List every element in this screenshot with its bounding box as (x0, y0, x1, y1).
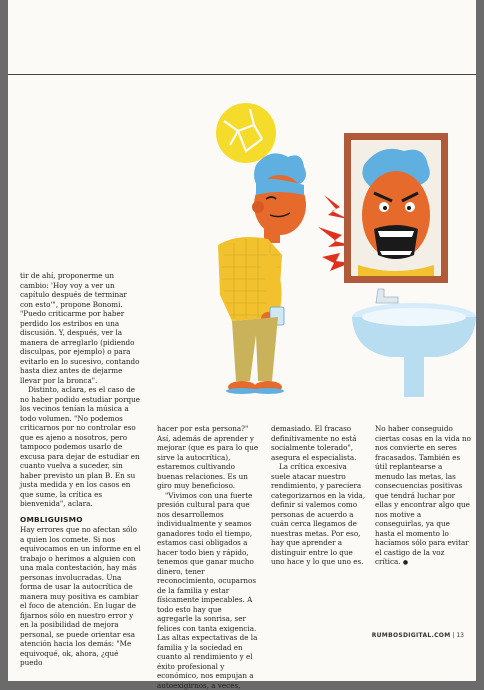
top-rule (8, 74, 476, 75)
text-column-1 (20, 271, 142, 668)
footer-separator: | (452, 632, 454, 639)
section-subhead: OMBLIGUISMO (20, 515, 142, 525)
broken-lightbulb-icon (216, 103, 276, 163)
page-number: 13 (456, 632, 464, 639)
mirror (344, 133, 448, 283)
text-column-3 (271, 424, 471, 634)
paragraph: hacer por esta persona?" Así, además de aprender y mejorar (que es para lo que sirve la autocrítica), estaremos cultivando buenas relaciones. Es un giro muy beneficioso. (157, 424, 259, 491)
paragraph: Hay errores que no afectan sólo a quien los comete. Si nos equivocamos en un informe en el trabajo o herimos a alguien con una mala contestación, hay más personas involucradas. Una forma de usar la autocrítica de manera muy positiva es cambiar el foco de atención. En lugar de fijarnos sólo en nuestro error y en la posibilidad de mejora personal, se puede orientar esa atención hacia los demás: "Me equivoqué, ok, ahora, ¿qué puedo (20, 525, 142, 668)
paragraph-text: La crítica excesiva suele atacar nuestro rendimiento, y pareciera categorizarnos en la vida, definir si valemos como personas de acuerdo a cuán cerca llegamos de nuestras metas. Por eso, hay que aprender a distinguir entre lo que uno hace y lo que uno es. No haber conseguido ciertas cosas en la vida no nos convierte en seres fracasados. También es útil replantearse a menudo las metas, las consecuencias positivas que tendrá luchar por ellas y encontrar algo que nos motive a conseguirlas, ya que hasta el momento lo hacíamos sólo para evitar el castigo de la voz crítica. (271, 424, 471, 566)
sink (352, 289, 476, 397)
page-footer (372, 632, 464, 639)
paragraph: Distinto, aclara, es el caso de no haber podido estudiar porque los vecinos tenían la música a todo volumen. "No podemos criticarnos por no controlar eso que es ajeno a nosotros, pero tampoco podemos usarlo de excusa para dejar de estudiar en cuanto vuelva a suceder, sin haber previsto un plan B. En su justa medida y en los casos en que sume, la crítica es bienvenida", aclara. (20, 385, 142, 509)
paragraph: demasiado. El fracaso definitivamente no está socialmente tolerado", asegura el especialista. (271, 424, 367, 462)
illustration (158, 95, 476, 425)
footer-site: RUMBOSDIGITAL.COM (372, 632, 451, 639)
man-figure (218, 153, 306, 394)
magazine-page (8, 0, 476, 681)
paragraph: "Vivimos con una fuerte presión cultural para que nos desarrollemos individualmente y seamos ganadores todo el tiempo, estamos casi obligados a hacer todo bien y rápido, tenemos que ganar mucho dinero, tener reconocimiento, ocuparnos de la familia y estar físicamente impecables. A todo esto hay que agregarle la sonrisa, ser felices con tanta exigencia. Las altas expectativas de la familia y la sociedad en cuanto al rendimiento y el éxito profesional y económico, nos empujan a autoexigirnos, a veces, (157, 491, 259, 690)
end-mark-icon: ● (403, 559, 408, 566)
text-column-2 (157, 424, 259, 690)
paragraph: tir de ahí, proponerme un cambio: 'Hoy voy a ver un capítulo después de terminar con esto'", propone Bonomi. "Puedo criticarme por haber perdido los estribos en una discusión. Y, después, ver la manera de arreglarlo (pidiendo disculpas, por ejemplo) o para evitarlo en lo sucesivo, contando hasta diez antes de dejarme llevar por la bronca". (20, 271, 142, 385)
